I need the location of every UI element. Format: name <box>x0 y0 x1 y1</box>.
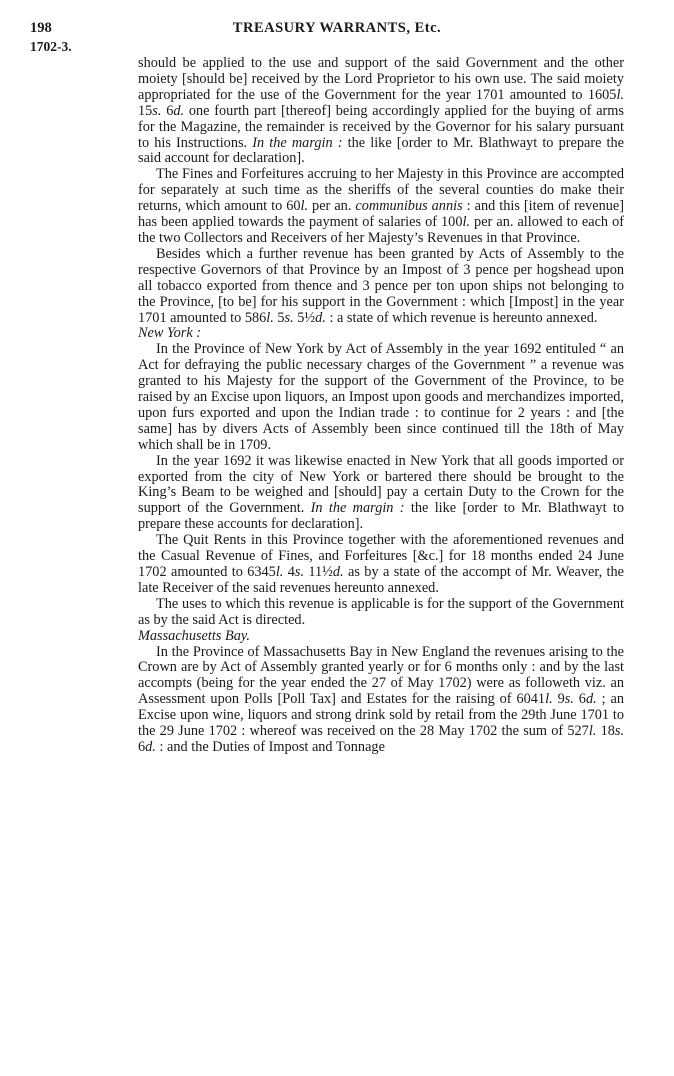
text-run: 9 <box>552 691 565 708</box>
text-run: 18 <box>596 723 615 740</box>
text-run: : and this [item of revenue] has been applied towards the payment of salaries of 100 <box>138 198 625 231</box>
paragraph <box>138 597 624 629</box>
text-run: l. <box>545 691 553 708</box>
text-run: l. <box>616 86 624 103</box>
text-run: 15 <box>138 102 153 119</box>
text-run: s. <box>284 309 294 326</box>
text-run: 6 <box>573 691 586 708</box>
text-run: the like [order to Mr. Blathwayt to prepare these accounts for declaration]. <box>138 500 624 533</box>
text-run: d. <box>585 691 597 708</box>
text-run: In the Province of New York by Act of Assembly in the year 1692 entituled “ an Act for defraying the public necessary charges of the Government ” a revenue was granted to his Majesty for the support of the Government of the Province, to be raised by an Excise upon liquors, an Impost upon goods and merchandizes imported, upon furs exported and upon the Indian trade : to continue for 2 years : and [the same] has by divers Acts of Assembly been since continued till the 18th of May which shall be in 1709. <box>138 341 624 453</box>
text-run: d. <box>315 309 326 326</box>
text-run: as by a state of the accompt of Mr. Weaver, the late Receiver of the said revenues hereunto annexed. <box>138 564 624 596</box>
section-heading <box>138 629 624 645</box>
text-run: ; an Excise upon wine, liquors and strong drink sold by retail from the 29th June 1701 to the 29 June 1702 : whereof was received on the 28 May 1702 the sum of 527 <box>138 691 624 740</box>
text-run: d. <box>173 102 185 119</box>
text-run: 6 <box>138 738 146 755</box>
paragraph <box>138 56 624 167</box>
text-run: The Quit Rents in this Province together with the aforementioned revenues and the Casual Revenue of Fines, and Forfeitures [&c.] for 18 months ended 24 June 1702 amounted to 6345 <box>138 532 624 580</box>
text-run: : and the Duties of Impost and Tonnage <box>155 738 385 755</box>
paragraph <box>138 645 624 756</box>
text-run: 11½ <box>304 564 333 580</box>
text-run: New York : <box>138 325 202 342</box>
paragraph <box>138 342 624 453</box>
page-number: 198 <box>30 20 52 36</box>
text-run: : a state of which revenue is hereunto annexed. <box>325 309 598 326</box>
year-marker: 1702-3. <box>30 39 72 54</box>
text-run: s. <box>294 564 305 580</box>
text-run: s. <box>152 102 162 119</box>
text-run: per an. allowed to each of the two Collectors and Receivers of her Majesty’s Revenues in that Province. <box>138 214 624 246</box>
text-run: In the margin : <box>252 134 343 151</box>
text-run: l. <box>266 309 274 326</box>
text-run: l. <box>462 214 471 231</box>
text-run: In the year 1692 it was likewise enacted in New York that all goods imported or exported from the city of New York or bartered there should be brought to the King’s Beam to be weighed and [should] pay a certain Duty to the Crown for the support of the Government. <box>138 452 624 517</box>
text-run: the like [order to Mr. Blathwayt to prepare the said account for declaration]. <box>138 134 625 167</box>
text-run: per an. <box>308 198 356 215</box>
text-run: l. <box>300 198 309 215</box>
text-run: d. <box>145 738 156 755</box>
text-run: The Fines and Forfeitures accruing to her Majesty in this Province are accompted for separately at such time as the sheriffs of the several counties do make their returns, which amount to 60 <box>138 166 624 215</box>
text-run: s. <box>614 723 625 740</box>
text-run: 6 <box>161 102 174 119</box>
text-run: In the Province of Massachusetts Bay in New England the revenues arising to the Crown are by Act of Assembly granted yearly or for 6 months only : and by the last accompts (being for the year ended the 27 of May 1702) were as followeth viz. an Assessment upon Polls [Poll Tax] and Estates for the raising of 6041 <box>138 643 624 708</box>
document-body <box>138 56 624 756</box>
paragraph <box>138 454 624 534</box>
text-run: Massachusetts Bay. <box>138 627 250 644</box>
paragraph <box>138 247 624 327</box>
text-run: 5 <box>273 309 285 326</box>
text-run: one fourth part [thereof] being accordingly applied for the buying of arms for the Magazine, the remainder is received by the Governor for his salary pursuant to his Instructions. <box>138 102 624 151</box>
text-run: should be applied to the use and support of the said Government and the other moiety [should be] received by the Lord Proprietor to his own use. The said moiety appropriated for the use of the Government for the year 1701 amounted to 1605 <box>138 55 624 103</box>
section-heading <box>138 326 624 342</box>
text-run: 5½ <box>293 309 316 326</box>
page-title: TREASURY WARRANTS, Etc. <box>232 20 442 36</box>
paragraph <box>138 167 624 247</box>
text-run: communibus annis <box>355 198 463 215</box>
text-run: 4 <box>283 564 295 580</box>
text-run: d. <box>332 564 344 580</box>
paragraph <box>138 533 624 597</box>
text-run: s. <box>564 691 574 708</box>
text-run: l. <box>275 564 284 580</box>
text-run: l. <box>588 723 597 740</box>
text-run: The uses to which this revenue is applicable is for the support of the Government as by the said Act is directed. <box>138 595 624 628</box>
text-run: In the margin : <box>310 500 405 517</box>
text-run: Besides which a further revenue has been granted by Acts of Assembly to the respective Governors of that Province by an Impost of 3 pence per hogshead upon all tobacco exported from thence and 3 pence per ton upon ships not belonging to the Province, [to be] for his support in the Government : which [Impost] in the year 1701 amounted to 586 <box>138 245 624 326</box>
